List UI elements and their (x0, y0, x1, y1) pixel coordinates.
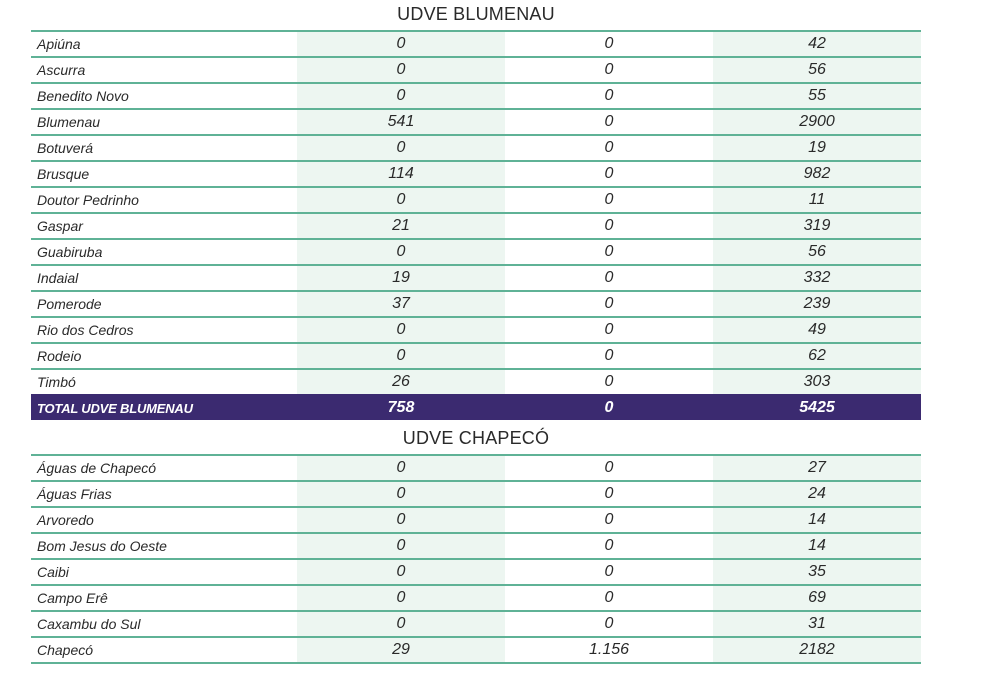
total-label: TOTAL UDVE BLUMENAU (31, 395, 297, 420)
municipality-name: Pomerode (31, 291, 297, 317)
table-row (31, 135, 921, 161)
section-title-blumenau: UDVE BLUMENAU (397, 4, 555, 24)
value-col-2: 0 (505, 369, 713, 395)
table-row (31, 637, 921, 663)
value-col-1: 0 (297, 317, 505, 343)
value-col-3: 2182 (713, 637, 921, 663)
value-col-1: 0 (297, 239, 505, 265)
municipality-name: Botuverá (31, 135, 297, 161)
table-row (31, 559, 921, 585)
value-col-3: 56 (713, 239, 921, 265)
value-col-2: 0 (505, 57, 713, 83)
table-row (31, 83, 921, 109)
table-row (31, 57, 921, 83)
total-value-col-2: 0 (505, 395, 713, 420)
value-col-2: 0 (505, 83, 713, 109)
value-col-3: 35 (713, 559, 921, 585)
municipality-name: Rio dos Cedros (31, 317, 297, 343)
value-col-1: 0 (297, 533, 505, 559)
municipality-name: Blumenau (31, 109, 297, 135)
value-col-2: 0 (505, 161, 713, 187)
municipality-name: Apiúna (31, 31, 297, 57)
value-col-2: 0 (505, 585, 713, 611)
table-row (31, 455, 921, 481)
value-col-2: 0 (505, 187, 713, 213)
municipality-name: Benedito Novo (31, 83, 297, 109)
value-col-3: 11 (713, 187, 921, 213)
value-col-1: 19 (297, 265, 505, 291)
table-row (31, 343, 921, 369)
municipality-name: Timbó (31, 369, 297, 395)
value-col-2: 0 (505, 507, 713, 533)
value-col-2: 0 (505, 291, 713, 317)
municipality-name: Rodeio (31, 343, 297, 369)
total-row (31, 395, 921, 420)
municipality-name: Gaspar (31, 213, 297, 239)
section-title-chapeco: UDVE CHAPECÓ (402, 428, 550, 448)
value-col-3: 319 (713, 213, 921, 239)
municipality-name: Guabiruba (31, 239, 297, 265)
value-col-3: 14 (713, 507, 921, 533)
value-col-2: 0 (505, 611, 713, 637)
value-col-1: 29 (297, 637, 505, 663)
value-col-3: 55 (713, 83, 921, 109)
value-col-1: 0 (297, 455, 505, 481)
value-col-3: 19 (713, 135, 921, 161)
value-col-3: 24 (713, 481, 921, 507)
value-col-3: 49 (713, 317, 921, 343)
municipality-name: Chapecó (31, 637, 297, 663)
table-row (31, 109, 921, 135)
value-col-1: 0 (297, 135, 505, 161)
table-row (31, 369, 921, 395)
value-col-1: 0 (297, 83, 505, 109)
municipality-name: Doutor Pedrinho (31, 187, 297, 213)
value-col-1: 0 (297, 187, 505, 213)
municipality-name: Ascurra (31, 57, 297, 83)
value-col-2: 0 (505, 533, 713, 559)
municipality-name: Caxambu do Sul (31, 611, 297, 637)
value-col-3: 2900 (713, 109, 921, 135)
value-col-2: 0 (505, 317, 713, 343)
value-col-3: 56 (713, 57, 921, 83)
value-col-3: 31 (713, 611, 921, 637)
value-col-1: 0 (297, 57, 505, 83)
value-col-2: 0 (505, 343, 713, 369)
value-col-2: 0 (505, 559, 713, 585)
value-col-3: 239 (713, 291, 921, 317)
municipality-name: Arvoredo (31, 507, 297, 533)
total-value-col-1: 758 (297, 395, 505, 420)
value-col-2: 0 (505, 31, 713, 57)
value-col-2: 0 (505, 213, 713, 239)
value-col-3: 303 (713, 369, 921, 395)
municipality-name: Caibi (31, 559, 297, 585)
document-page (31, 0, 921, 664)
table-chapeco (31, 454, 921, 664)
table-row (31, 317, 921, 343)
municipality-name: Bom Jesus do Oeste (31, 533, 297, 559)
table-row (31, 213, 921, 239)
value-col-1: 0 (297, 611, 505, 637)
municipality-name: Águas de Chapecó (31, 455, 297, 481)
table-row (31, 31, 921, 57)
total-value-col-3: 5425 (713, 395, 921, 420)
municipality-name: Campo Erê (31, 585, 297, 611)
table-row (31, 291, 921, 317)
municipality-name: Brusque (31, 161, 297, 187)
table-row (31, 585, 921, 611)
table-row (31, 187, 921, 213)
value-col-2: 0 (505, 135, 713, 161)
value-col-2: 0 (505, 481, 713, 507)
value-col-1: 0 (297, 31, 505, 57)
municipality-name: Águas Frias (31, 481, 297, 507)
value-col-3: 62 (713, 343, 921, 369)
table-row (31, 507, 921, 533)
municipality-name: Indaial (31, 265, 297, 291)
value-col-1: 114 (297, 161, 505, 187)
value-col-2: 0 (505, 455, 713, 481)
value-col-1: 21 (297, 213, 505, 239)
value-col-3: 14 (713, 533, 921, 559)
table-row (31, 481, 921, 507)
value-col-1: 541 (297, 109, 505, 135)
table-row (31, 611, 921, 637)
value-col-1: 0 (297, 343, 505, 369)
table-row (31, 161, 921, 187)
value-col-1: 0 (297, 507, 505, 533)
table-row (31, 265, 921, 291)
value-col-1: 0 (297, 481, 505, 507)
table-row (31, 239, 921, 265)
table-blumenau (31, 30, 921, 420)
value-col-3: 69 (713, 585, 921, 611)
value-col-2: 0 (505, 265, 713, 291)
value-col-3: 332 (713, 265, 921, 291)
value-col-1: 0 (297, 559, 505, 585)
value-col-3: 982 (713, 161, 921, 187)
value-col-2: 1.156 (505, 637, 713, 663)
value-col-3: 42 (713, 31, 921, 57)
value-col-3: 27 (713, 455, 921, 481)
value-col-1: 26 (297, 369, 505, 395)
value-col-1: 37 (297, 291, 505, 317)
table-row (31, 533, 921, 559)
value-col-1: 0 (297, 585, 505, 611)
value-col-2: 0 (505, 109, 713, 135)
value-col-2: 0 (505, 239, 713, 265)
